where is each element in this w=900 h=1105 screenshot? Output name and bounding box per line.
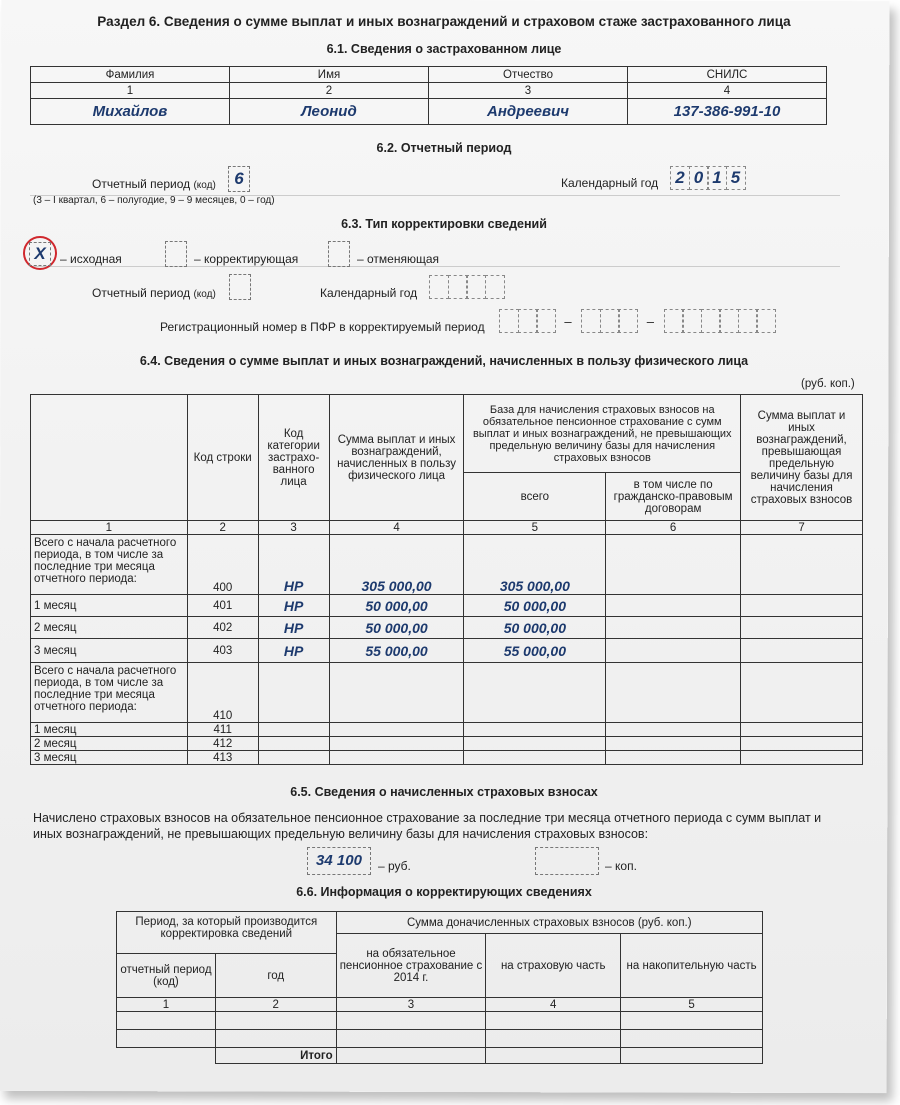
row-label: Всего с начала расчетного периода, в том числе за последние три месяца отчетного периода: <box>31 663 188 723</box>
row-label: 2 месяц <box>31 737 188 751</box>
col-num: 3 <box>429 83 628 99</box>
row-over-limit[interactable] <box>741 639 863 663</box>
year-digit[interactable]: 2 <box>670 166 690 190</box>
row-base-civil[interactable] <box>606 723 741 737</box>
rub-value-box[interactable]: 34 100 <box>307 847 371 875</box>
total-ops[interactable] <box>336 1048 486 1064</box>
corr-year-cell[interactable] <box>466 275 486 299</box>
row-label: Всего с начала расчетного периода, в том числе за последние три месяца отчетного периода: <box>31 535 188 595</box>
year-digit[interactable]: 5 <box>726 166 746 190</box>
initial-checkbox[interactable]: X <box>29 242 51 266</box>
header-category: Код категории застрахо-ванного лица <box>258 395 329 521</box>
col-num: 5 <box>621 998 763 1012</box>
opt-corrective-label: – корректирующая <box>194 252 299 266</box>
reg-cell[interactable] <box>664 309 684 333</box>
row-sum[interactable] <box>329 737 464 751</box>
snils-value[interactable]: 137-386-991-10 <box>628 99 827 125</box>
reg-number-label: Регистрационный номер в ПФР в корректируемый период <box>160 320 485 334</box>
row-sum[interactable]: 305 000,00 <box>329 535 464 595</box>
header-row-code: Код строки <box>187 395 258 521</box>
col-num: 1 <box>117 998 216 1012</box>
surname-value[interactable]: Михайлов <box>31 99 230 125</box>
reg-dash: – <box>564 313 572 329</box>
row-category[interactable] <box>258 751 329 765</box>
patronymic-value[interactable]: Андреевич <box>429 99 628 125</box>
period-hint: (3 – I квартал, 6 – полугодие, 9 – 9 месяцев, 0 – год) <box>33 195 275 206</box>
period-label: Отчетный период (код) <box>92 177 216 191</box>
header-corr-period: Период, за который производится корректировка сведений <box>117 912 337 954</box>
row-base-total[interactable]: 305 000,00 <box>464 535 606 595</box>
col-num: 4 <box>329 521 464 535</box>
s65-text: Начислено страховых взносов на обязательное пенсионное страхование за последние три месяца отчетного периода с сумм выплат и иных вознаграждений, не превышающих предельную величину базы для начисления страховых взносов: <box>33 811 822 841</box>
col-num: 1 <box>31 521 188 535</box>
reg-cell[interactable] <box>536 309 556 333</box>
row-sum[interactable]: 50 000,00 <box>329 595 464 617</box>
cancelling-checkbox[interactable] <box>328 241 350 267</box>
row-label: 3 месяц <box>31 751 188 765</box>
row-sum[interactable]: 55 000,00 <box>329 639 464 663</box>
corr-year-boxes[interactable] <box>429 275 503 299</box>
row-code: 402 <box>187 617 258 639</box>
reg-cell[interactable] <box>581 309 601 333</box>
row-category[interactable]: НР <box>258 535 329 595</box>
row-base-total[interactable] <box>464 723 606 737</box>
row-label: 1 месяц <box>31 595 188 617</box>
reg-cell[interactable] <box>600 309 620 333</box>
col-num: 6 <box>606 521 741 535</box>
corr-cell[interactable] <box>621 1012 763 1030</box>
reg-number-boxes[interactable] <box>499 309 775 333</box>
s61-title: 6.1. Сведения о застрахованном лице <box>326 42 562 56</box>
col-num: 2 <box>215 998 336 1012</box>
row-base-total[interactable]: 55 000,00 <box>464 639 606 663</box>
corr-cell[interactable] <box>621 1030 763 1048</box>
units-label: (руб. коп.) <box>801 378 855 390</box>
header-base-civil: в том числе по гражданско-правовым договорам <box>606 473 741 521</box>
year-label: Календарный год <box>561 176 659 190</box>
opt-cancelling-label: – отменяющая <box>357 252 440 266</box>
reg-cell[interactable] <box>756 309 776 333</box>
name-value[interactable]: Леонид <box>230 99 429 125</box>
total-insurance[interactable] <box>486 1048 621 1064</box>
year-boxes[interactable] <box>670 166 744 190</box>
corrective-checkbox[interactable] <box>165 241 187 267</box>
row-code: 400 <box>187 535 258 595</box>
table-row <box>31 639 863 663</box>
header-ops: на обязательное пенсионное страхование с 2014 г. <box>336 934 486 998</box>
header-over-limit: Сумма выплат и иных вознаграждений, превышающая предельную величину базы для начисления страховых взносов <box>741 395 863 521</box>
corrections-table <box>116 911 763 1064</box>
reg-cell[interactable] <box>499 309 519 333</box>
row-base-total[interactable] <box>464 663 606 723</box>
row-base-total[interactable] <box>464 737 606 751</box>
header-patronymic: Отчество <box>429 67 628 83</box>
row-sum[interactable] <box>329 723 464 737</box>
row-label: 3 месяц <box>31 639 188 663</box>
s66-title: 6.6. Информация о корректирующих сведениях <box>296 885 592 899</box>
row-label: 1 месяц <box>31 723 188 737</box>
total-blank <box>117 1048 216 1064</box>
row-base-civil[interactable] <box>606 663 741 723</box>
corr-cell[interactable] <box>336 1012 486 1030</box>
row-over-limit[interactable] <box>741 723 863 737</box>
total-row <box>117 1048 763 1064</box>
header-payments-sum: Сумма выплат и иных вознаграждений, начисленных в пользу физического лица <box>329 395 464 521</box>
reg-cell[interactable] <box>682 309 702 333</box>
corr-period-label: Отчетный период (код) <box>92 286 216 300</box>
row-sum[interactable] <box>329 663 464 723</box>
header-name: Имя <box>230 67 429 83</box>
corr-cell[interactable] <box>486 1030 621 1048</box>
col-num: 4 <box>486 998 621 1012</box>
year-digit[interactable]: 0 <box>689 166 709 190</box>
total-funded[interactable] <box>621 1048 763 1064</box>
kop-value-box[interactable] <box>535 847 599 875</box>
table-row <box>31 595 863 617</box>
row-category[interactable]: НР <box>258 639 329 663</box>
row-base-civil[interactable] <box>606 737 741 751</box>
reg-cell[interactable] <box>618 309 638 333</box>
header-funded-part: на накопительную часть <box>621 934 763 998</box>
corr-year-cell[interactable] <box>429 275 449 299</box>
row-category[interactable] <box>258 663 329 723</box>
corr-year-cell[interactable] <box>448 275 468 299</box>
row-base-total[interactable] <box>464 751 606 765</box>
s63-title: 6.3. Тип корректировки сведений <box>341 217 547 231</box>
col-num: 1 <box>31 83 230 99</box>
table-row <box>31 737 863 751</box>
header-corr-year: год <box>215 954 336 998</box>
row-sum[interactable] <box>329 751 464 765</box>
row-over-limit[interactable] <box>741 663 863 723</box>
table-row <box>31 751 863 765</box>
row-category[interactable]: НР <box>258 595 329 617</box>
header-corr-code: отчетный период (код) <box>117 954 216 998</box>
row-code: 403 <box>187 639 258 663</box>
row-base-civil[interactable] <box>606 535 741 595</box>
row-over-limit[interactable] <box>741 751 863 765</box>
reg-cell[interactable] <box>738 309 758 333</box>
row-code: 401 <box>187 595 258 617</box>
col-num: 2 <box>230 83 429 99</box>
table-row <box>31 723 863 737</box>
table-row <box>31 535 863 595</box>
section-title: Раздел 6. Сведения о сумме выплат и иных вознаграждений и страховом стаже застрахованного лица <box>97 14 791 29</box>
col-num: 3 <box>336 998 486 1012</box>
period-code-box[interactable]: 6 <box>228 166 250 192</box>
reg-cell[interactable] <box>701 309 721 333</box>
table-row <box>117 1012 763 1030</box>
row-over-limit[interactable] <box>741 595 863 617</box>
reg-cell[interactable] <box>518 309 538 333</box>
row-sum[interactable]: 50 000,00 <box>329 617 464 639</box>
row-category[interactable] <box>258 737 329 751</box>
s65-title: 6.5. Сведения о начисленных страховых взносах <box>290 785 598 799</box>
row-code: 410 <box>187 663 258 723</box>
header-corr-sum: Сумма доначисленных страховых взносов (руб. коп.) <box>336 912 762 934</box>
header-insurance-part: на страховую часть <box>486 934 621 998</box>
col-num: 7 <box>741 521 863 535</box>
corr-year-label: Календарный год <box>320 286 418 300</box>
table-row <box>31 617 863 639</box>
row-base-total[interactable]: 50 000,00 <box>464 617 606 639</box>
header-base: База для начисления страховых взносов на обязательное пенсионное страхование с сумм выплат и иных вознаграждений, не превышающих предельную величину базы для начисления страховых взносов <box>464 395 741 473</box>
row-category[interactable]: НР <box>258 617 329 639</box>
row-base-civil[interactable] <box>606 751 741 765</box>
row-code: 411 <box>187 723 258 737</box>
corr-cell[interactable] <box>117 1012 216 1030</box>
row-base-civil[interactable] <box>606 617 741 639</box>
table-row <box>117 1030 763 1048</box>
row-over-limit[interactable] <box>741 535 863 595</box>
header-base-total: всего <box>464 473 606 521</box>
row-label: 2 месяц <box>31 617 188 639</box>
header-empty <box>31 395 188 521</box>
corr-cell[interactable] <box>486 1012 621 1030</box>
row-base-total[interactable]: 50 000,00 <box>464 595 606 617</box>
corr-period-box[interactable] <box>229 274 251 300</box>
corr-cell[interactable] <box>215 1012 336 1030</box>
reg-dash: – <box>646 313 654 329</box>
row-code: 413 <box>187 751 258 765</box>
corr-cell[interactable] <box>336 1030 486 1048</box>
row-over-limit[interactable] <box>741 737 863 751</box>
opt-initial-label: – исходная <box>60 252 122 266</box>
s62-title: 6.2. Отчетный период <box>376 141 512 155</box>
col-num: 4 <box>628 83 827 99</box>
year-digit[interactable]: 1 <box>707 166 727 190</box>
kop-label: – коп. <box>605 859 637 873</box>
row-code: 412 <box>187 737 258 751</box>
header-surname: Фамилия <box>31 67 230 83</box>
insured-person-table <box>30 66 827 125</box>
total-label: Итого <box>215 1048 336 1064</box>
corr-cell[interactable] <box>215 1030 336 1048</box>
col-num: 5 <box>464 521 606 535</box>
corr-year-cell[interactable] <box>485 275 505 299</box>
row-base-civil[interactable] <box>606 639 741 663</box>
row-base-civil[interactable] <box>606 595 741 617</box>
reg-cell[interactable] <box>719 309 739 333</box>
rub-label: – руб. <box>378 859 411 873</box>
row-category[interactable] <box>258 723 329 737</box>
col-num: 2 <box>187 521 258 535</box>
table-row <box>31 663 863 723</box>
s64-title: 6.4. Сведения о сумме выплат и иных вознаграждений, начисленных в пользу физического лица <box>139 354 749 368</box>
payments-table <box>30 394 863 765</box>
corr-cell[interactable] <box>117 1030 216 1048</box>
row-over-limit[interactable] <box>741 617 863 639</box>
col-num: 3 <box>258 521 329 535</box>
header-snils: СНИЛС <box>628 67 827 83</box>
